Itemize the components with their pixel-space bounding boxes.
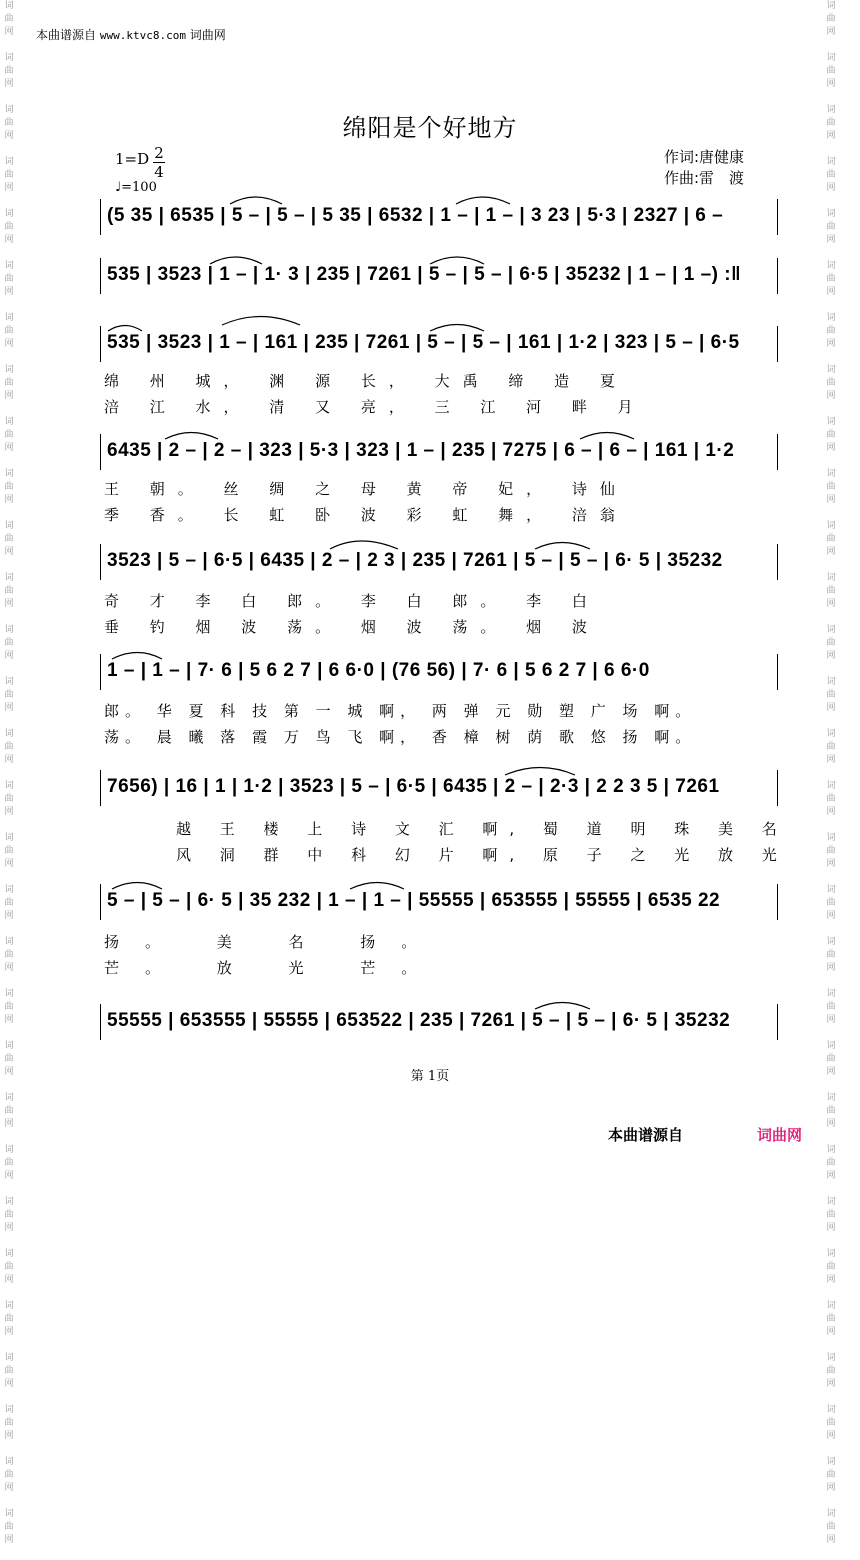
- watermark-glyph: 曲: [826, 1470, 836, 1480]
- footer-source-label: 本曲谱源自: [608, 1126, 684, 1144]
- watermark-glyph: 曲: [4, 586, 14, 596]
- watermark-glyph: 曲: [826, 1314, 836, 1324]
- score-line-8: 5 – | 5 – | 6· 5 | 35 232 | 1 – | 1 – | 55555 | 653555 | 55555 | 6535 22: [100, 884, 778, 920]
- watermark-glyph: 词: [826, 469, 836, 479]
- watermark-glyph: 曲: [4, 274, 14, 284]
- watermark-glyph: 曲: [826, 638, 836, 648]
- watermark-glyph: 词: [826, 1457, 836, 1467]
- watermark-glyph: 词: [4, 417, 14, 427]
- lyricist-credit: 作词:唐健康: [664, 148, 745, 166]
- watermark-glyph: 词: [4, 1, 14, 11]
- watermark-glyph: 网: [4, 1379, 14, 1389]
- watermark-glyph: 词: [4, 469, 14, 479]
- page-number: 第 1页: [410, 1069, 450, 1084]
- watermark-glyph: 曲: [4, 1158, 14, 1168]
- watermark-glyph: 词: [4, 781, 14, 791]
- watermark-glyph: 词: [4, 53, 14, 63]
- song-title: 绵阳是个好地方: [342, 114, 518, 142]
- watermark-glyph: 词: [4, 1249, 14, 1259]
- watermark-glyph: 网: [4, 1015, 14, 1025]
- side-watermark-left: [2, 0, 16, 1545]
- key-signature: 1=D: [115, 150, 150, 168]
- watermark-glyph: 网: [826, 391, 836, 401]
- watermark-glyph: 网: [826, 651, 836, 661]
- watermark-glyph: 词: [4, 1301, 14, 1311]
- source-site-name: 词曲网: [189, 28, 226, 42]
- watermark-glyph: 词: [4, 1509, 14, 1519]
- watermark-glyph: 曲: [826, 274, 836, 284]
- watermark-glyph: 词: [826, 1041, 836, 1051]
- watermark-glyph: 词: [826, 157, 836, 167]
- watermark-glyph: 曲: [4, 222, 14, 232]
- watermark-glyph: 曲: [4, 1002, 14, 1012]
- watermark-glyph: 网: [4, 131, 14, 141]
- lyric-line: 王 朝。 丝 绸 之 母 黄 帝 妃， 诗仙: [104, 480, 628, 498]
- watermark-glyph: 网: [826, 131, 836, 141]
- watermark-glyph: 网: [4, 183, 14, 193]
- score-line-2: 535 | 3523 | 1 – | 1· 3 | 235 | 7261 | 5 – | 5 – | 6·5 | 35232 | 1 – | 1 –) :‖: [100, 258, 778, 294]
- watermark-glyph: 词: [826, 729, 836, 739]
- lyric-line: 垂 钓 烟 波 荡。 烟 波 荡。 烟 波: [104, 618, 600, 636]
- watermark-glyph: 曲: [4, 1054, 14, 1064]
- watermark-glyph: 曲: [826, 1418, 836, 1428]
- watermark-glyph: 曲: [826, 14, 836, 24]
- watermark-glyph: 曲: [826, 1054, 836, 1064]
- watermark-glyph: 网: [4, 79, 14, 89]
- lyric-line: 荡。 晨 曦 落 霞 万 鸟 飞 啊， 香 樟 树 荫 歌 悠 扬 啊。: [104, 728, 697, 746]
- watermark-glyph: 词: [826, 989, 836, 999]
- watermark-glyph: 网: [4, 1535, 14, 1545]
- watermark-glyph: 曲: [826, 326, 836, 336]
- watermark-glyph: 曲: [826, 66, 836, 76]
- watermark-glyph: 曲: [826, 1366, 836, 1376]
- score-line-6: 1 – | 1 – | 7· 6 | 5 6 2 7 | 6 6·0 | (76 56) | 7· 6 | 5 6 2 7 | 6 6·0: [100, 654, 778, 690]
- watermark-glyph: 词: [4, 885, 14, 895]
- watermark-glyph: 网: [826, 1379, 836, 1389]
- source-url[interactable]: www.ktvc8.com: [99, 29, 186, 42]
- watermark-glyph: 网: [4, 391, 14, 401]
- watermark-glyph: 曲: [826, 846, 836, 856]
- watermark-glyph: 词: [826, 1, 836, 11]
- source-header: [36, 26, 226, 43]
- score-line-9: 55555 | 653555 | 55555 | 653522 | 235 | 7261 | 5 – | 5 – | 6· 5 | 35232: [100, 1004, 778, 1040]
- watermark-glyph: 曲: [826, 222, 836, 232]
- watermark-glyph: 曲: [826, 1262, 836, 1272]
- time-signature: [152, 144, 166, 181]
- watermark-glyph: 网: [4, 1171, 14, 1181]
- watermark-glyph: 网: [826, 703, 836, 713]
- watermark-glyph: 曲: [826, 898, 836, 908]
- lyric-line: 芒。 放 光 芒。: [104, 959, 443, 977]
- watermark-glyph: 词: [826, 365, 836, 375]
- watermark-glyph: 词: [4, 989, 14, 999]
- watermark-glyph: 网: [4, 755, 14, 765]
- watermark-glyph: 曲: [826, 1522, 836, 1532]
- watermark-glyph: 网: [4, 1327, 14, 1337]
- watermark-glyph: 曲: [826, 1002, 836, 1012]
- watermark-glyph: 曲: [4, 846, 14, 856]
- watermark-glyph: 词: [826, 1197, 836, 1207]
- watermark-glyph: 曲: [826, 1210, 836, 1220]
- watermark-glyph: 网: [4, 859, 14, 869]
- watermark-glyph: 词: [4, 625, 14, 635]
- watermark-glyph: 曲: [4, 690, 14, 700]
- source-label: 本曲谱源自: [36, 28, 97, 42]
- slur: [222, 317, 300, 326]
- watermark-glyph: 网: [4, 1275, 14, 1285]
- watermark-glyph: 词: [826, 573, 836, 583]
- watermark-glyph: 曲: [4, 482, 14, 492]
- watermark-glyph: 网: [826, 911, 836, 921]
- watermark-glyph: 网: [4, 1431, 14, 1441]
- watermark-glyph: 曲: [826, 1158, 836, 1168]
- watermark-glyph: 曲: [4, 326, 14, 336]
- watermark-glyph: 词: [826, 313, 836, 323]
- lyric-line: 风 洞 群 中 科 幻 片 啊, 原 子 之 光 放 光: [176, 846, 789, 864]
- watermark-glyph: 曲: [4, 1522, 14, 1532]
- watermark-glyph: 网: [826, 495, 836, 505]
- watermark-glyph: 网: [4, 235, 14, 245]
- watermark-glyph: 曲: [4, 14, 14, 24]
- watermark-glyph: 词: [826, 1301, 836, 1311]
- watermark-glyph: 词: [826, 261, 836, 271]
- score-line-5: 3523 | 5 – | 6·5 | 6435 | 2 – | 2 3 | 235 | 7261 | 5 – | 5 – | 6· 5 | 35232: [100, 544, 778, 580]
- watermark-glyph: 网: [826, 1431, 836, 1441]
- watermark-glyph: 曲: [4, 1210, 14, 1220]
- watermark-glyph: 网: [4, 547, 14, 557]
- watermark-glyph: 词: [826, 781, 836, 791]
- watermark-glyph: 曲: [826, 534, 836, 544]
- watermark-glyph: 曲: [4, 1418, 14, 1428]
- watermark-glyph: 网: [4, 1119, 14, 1129]
- lyric-line: 扬。 美 名 扬。: [104, 933, 443, 951]
- watermark-glyph: 网: [4, 495, 14, 505]
- watermark-glyph: 词: [4, 937, 14, 947]
- watermark-glyph: 网: [826, 1275, 836, 1285]
- watermark-glyph: 词: [826, 1145, 836, 1155]
- watermark-glyph: 词: [4, 1353, 14, 1363]
- watermark-glyph: 词: [826, 1509, 836, 1519]
- watermark-glyph: 词: [826, 833, 836, 843]
- watermark-glyph: 曲: [826, 586, 836, 596]
- watermark-glyph: 曲: [4, 170, 14, 180]
- watermark-glyph: 词: [4, 313, 14, 323]
- watermark-glyph: 网: [826, 1535, 836, 1545]
- watermark-glyph: 词: [4, 1093, 14, 1103]
- watermark-glyph: 曲: [826, 482, 836, 492]
- watermark-glyph: 词: [826, 53, 836, 63]
- watermark-glyph: 网: [826, 807, 836, 817]
- watermark-glyph: 曲: [4, 430, 14, 440]
- watermark-glyph: 词: [826, 1249, 836, 1259]
- credits: [664, 147, 744, 189]
- watermark-glyph: 网: [4, 963, 14, 973]
- watermark-glyph: 网: [4, 1067, 14, 1077]
- watermark-glyph: 词: [826, 1353, 836, 1363]
- watermark-glyph: 曲: [4, 66, 14, 76]
- watermark-glyph: 网: [826, 755, 836, 765]
- watermark-glyph: 网: [826, 599, 836, 609]
- watermark-glyph: 网: [4, 807, 14, 817]
- watermark-glyph: 词: [4, 209, 14, 219]
- watermark-glyph: 曲: [4, 950, 14, 960]
- watermark-glyph: 词: [826, 885, 836, 895]
- watermark-glyph: 网: [826, 443, 836, 453]
- watermark-glyph: 曲: [4, 1262, 14, 1272]
- watermark-glyph: 曲: [826, 430, 836, 440]
- watermark-glyph: 词: [4, 105, 14, 115]
- watermark-glyph: 词: [826, 937, 836, 947]
- watermark-glyph: 词: [4, 157, 14, 167]
- watermark-glyph: 网: [826, 547, 836, 557]
- watermark-glyph: 曲: [826, 1106, 836, 1116]
- watermark-glyph: 网: [826, 1171, 836, 1181]
- watermark-glyph: 网: [4, 443, 14, 453]
- lyric-line: 奇 才 李 白 郎。 李 白 郎。 李 白: [104, 592, 600, 610]
- watermark-glyph: 曲: [4, 1106, 14, 1116]
- watermark-glyph: 曲: [4, 378, 14, 388]
- watermark-glyph: 网: [4, 1483, 14, 1493]
- time-signature-bottom: 4: [154, 163, 164, 181]
- watermark-glyph: 网: [826, 235, 836, 245]
- watermark-glyph: 词: [826, 1405, 836, 1415]
- watermark-glyph: 网: [826, 859, 836, 869]
- watermark-glyph: 曲: [826, 378, 836, 388]
- watermark-glyph: 网: [826, 1119, 836, 1129]
- watermark-glyph: 词: [826, 209, 836, 219]
- watermark-glyph: 词: [4, 1457, 14, 1467]
- watermark-glyph: 网: [826, 339, 836, 349]
- watermark-glyph: 词: [4, 365, 14, 375]
- watermark-glyph: 曲: [826, 690, 836, 700]
- watermark-glyph: 曲: [4, 742, 14, 752]
- score-line-7: 7656) | 16 | 1 | 1·2 | 3523 | 5 – | 6·5 | 6435 | 2 – | 2·3 | 2 2 3 5 | 7261: [100, 770, 778, 806]
- watermark-glyph: 曲: [4, 898, 14, 908]
- watermark-glyph: 曲: [4, 1366, 14, 1376]
- watermark-glyph: 词: [4, 261, 14, 271]
- watermark-glyph: 网: [4, 651, 14, 661]
- watermark-glyph: 词: [826, 521, 836, 531]
- watermark-glyph: 词: [4, 677, 14, 687]
- score-line-1: (5 35 | 6535 | 5 – | 5 – | 5 35 | 6532 | 1 – | 1 – | 3 23 | 5·3 | 2327 | 6 –: [100, 199, 778, 235]
- watermark-glyph: 网: [826, 1067, 836, 1077]
- watermark-glyph: 网: [826, 27, 836, 37]
- side-watermark-right: [824, 0, 838, 1545]
- watermark-glyph: 词: [826, 677, 836, 687]
- time-signature-top: 2: [154, 144, 164, 162]
- watermark-glyph: 曲: [826, 794, 836, 804]
- watermark-glyph: 曲: [4, 118, 14, 128]
- composer-credit: 作曲:雷 渡: [664, 169, 745, 187]
- watermark-glyph: 网: [826, 963, 836, 973]
- watermark-glyph: 网: [826, 1483, 836, 1493]
- watermark-glyph: 词: [826, 625, 836, 635]
- score-line-4: 6435 | 2 – | 2 – | 323 | 5·3 | 323 | 1 – | 235 | 7275 | 6 – | 6 – | 161 | 1·2: [100, 434, 778, 470]
- watermark-glyph: 网: [826, 183, 836, 193]
- watermark-glyph: 网: [4, 27, 14, 37]
- watermark-glyph: 网: [826, 79, 836, 89]
- lyric-line: 越 王 楼 上 诗 文 汇 啊, 蜀 道 明 珠 美 名: [176, 820, 789, 838]
- watermark-glyph: 词: [4, 729, 14, 739]
- footer-site-name[interactable]: 词曲网: [757, 1126, 803, 1144]
- watermark-glyph: 词: [4, 1041, 14, 1051]
- watermark-glyph: 曲: [826, 950, 836, 960]
- watermark-glyph: 曲: [4, 794, 14, 804]
- watermark-glyph: 词: [4, 573, 14, 583]
- watermark-glyph: 网: [826, 1015, 836, 1025]
- watermark-glyph: 网: [826, 287, 836, 297]
- watermark-glyph: 曲: [4, 1470, 14, 1480]
- watermark-glyph: 词: [4, 1145, 14, 1155]
- watermark-glyph: 网: [4, 1223, 14, 1233]
- watermark-glyph: 曲: [826, 742, 836, 752]
- lyric-line: 季 香。 长 虹 卧 波 彩 虹 舞， 涪翁: [104, 506, 628, 524]
- watermark-glyph: 曲: [826, 170, 836, 180]
- lyric-line: 绵 州 城， 渊 源 长， 大禹 缔 造 夏: [104, 372, 628, 390]
- tempo-marking: ♩=100: [115, 180, 157, 195]
- watermark-glyph: 词: [826, 1093, 836, 1103]
- lyric-line: 郎。 华 夏 科 技 第 一 城 啊， 两 弹 元 勋 塑 广 场 啊。: [104, 702, 697, 720]
- watermark-glyph: 曲: [4, 638, 14, 648]
- watermark-glyph: 网: [4, 599, 14, 609]
- watermark-glyph: 网: [4, 703, 14, 713]
- score-line-3: 535 | 3523 | 1 – | 161 | 235 | 7261 | 5 – | 5 – | 161 | 1·2 | 323 | 5 – | 6·5: [100, 326, 778, 362]
- watermark-glyph: 词: [4, 833, 14, 843]
- watermark-glyph: 词: [4, 1197, 14, 1207]
- watermark-glyph: 词: [4, 1405, 14, 1415]
- watermark-glyph: 词: [826, 105, 836, 115]
- watermark-glyph: 曲: [4, 534, 14, 544]
- lyric-line: 涪 江 水， 清 又 亮， 三 江 河 畔 月: [104, 398, 646, 416]
- watermark-glyph: 词: [826, 417, 836, 427]
- watermark-glyph: 网: [826, 1327, 836, 1337]
- watermark-glyph: 曲: [4, 1314, 14, 1324]
- watermark-glyph: 曲: [826, 118, 836, 128]
- watermark-glyph: 词: [4, 521, 14, 531]
- watermark-glyph: 网: [826, 1223, 836, 1233]
- watermark-glyph: 网: [4, 287, 14, 297]
- watermark-glyph: 网: [4, 911, 14, 921]
- watermark-glyph: 网: [4, 339, 14, 349]
